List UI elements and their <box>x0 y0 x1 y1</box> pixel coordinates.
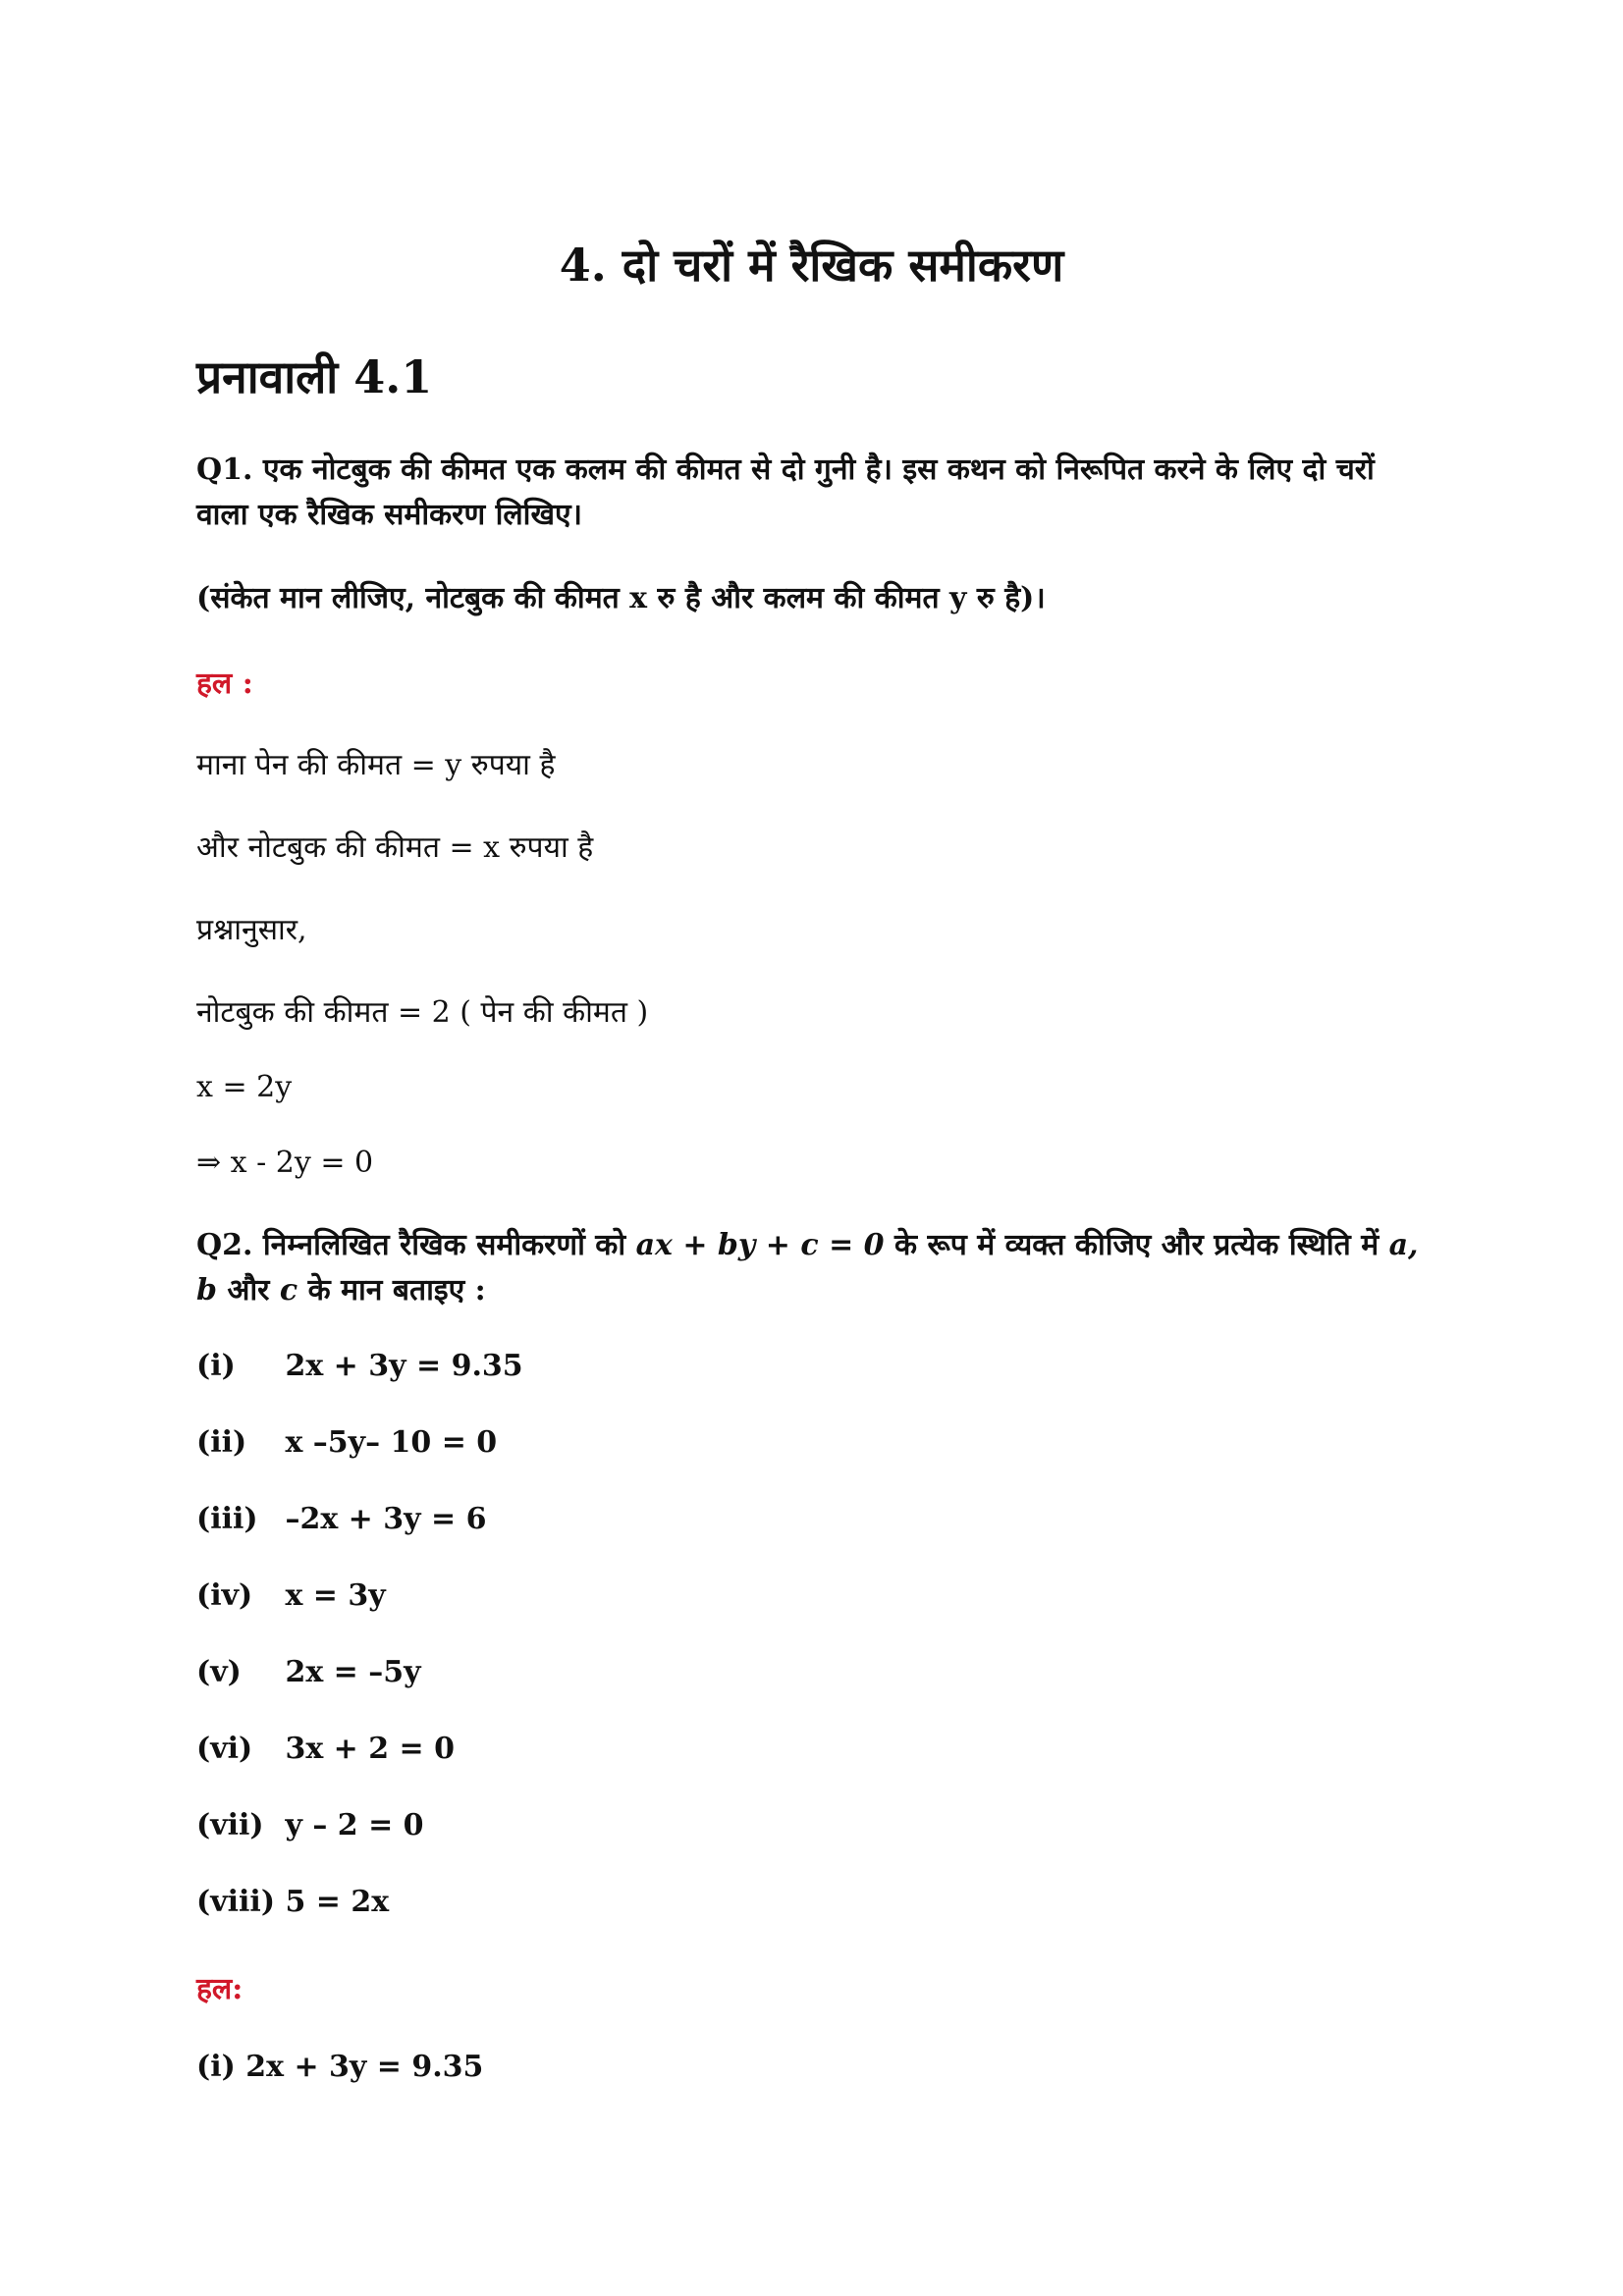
item-number: (i) <box>196 1349 236 1383</box>
item-number: (viii) <box>196 1885 276 1919</box>
question-2-prefix: Q2. निम्नलिखित रैखिक समीकरणों को <box>196 1228 626 1262</box>
item-number: (vi) <box>196 1732 253 1766</box>
item-number: (iii) <box>196 1502 258 1536</box>
equation-item <box>196 1655 421 1689</box>
item-equation: 3x + 2 = 0 <box>285 1732 456 1766</box>
equation-item <box>196 1425 497 1460</box>
equation-item <box>196 1732 455 1766</box>
question-2-var-c: c <box>279 1273 298 1308</box>
solution-2-first-item <box>196 2050 483 2084</box>
solution-1-label: हल : <box>196 667 253 701</box>
equation-item <box>196 1502 486 1536</box>
item-equation: 2x + 3y = 9.35 <box>245 2050 484 2084</box>
equation-item <box>196 1349 523 1383</box>
question-2-general-equation: ax + by + c = 0 <box>635 1228 885 1262</box>
question-2-middle: के रूप में व्यक्त कीजिए और प्रत्येक स्थिति में <box>893 1228 1380 1262</box>
exercise-heading: प्रनावाली 4.1 <box>196 350 433 403</box>
question-1: Q1. एक नोटबुक की कीमत एक कलम की कीमत से दो गुनी है। इस कथन को निरूपित करने के लिए दो चरों वाला एक रैखिक समीकरण लिखिए। <box>196 453 1375 532</box>
solution-1-line-1: माना पेन की कीमत = y रुपया है <box>196 748 556 782</box>
question-1-hint: (संकेत मान लीजिए, नोटबुक की कीमत x रु है और कलम की कीमत y रु है)। <box>196 581 1046 615</box>
solution-1-line-4: नोटबुक की कीमत = 2 ( पेन की कीमत ) <box>196 995 649 1030</box>
question-2-suffix: के मान बताइए : <box>307 1273 486 1308</box>
item-equation: x –5y– 10 = 0 <box>285 1425 498 1460</box>
item-equation: –2x + 3y = 6 <box>285 1502 487 1536</box>
question-2 <box>196 1223 1424 1313</box>
item-number: (ii) <box>196 1425 247 1460</box>
equation-item <box>196 1578 386 1613</box>
item-equation: 2x + 3y = 9.35 <box>285 1349 523 1383</box>
solution-1-line-3: प्रश्नानुसार, <box>196 913 307 947</box>
item-equation: 5 = 2x <box>285 1885 390 1919</box>
item-equation: 2x = –5y <box>285 1655 421 1689</box>
item-equation: x = 3y <box>285 1578 386 1613</box>
solution-1-line-5: x = 2y <box>196 1070 293 1104</box>
question-2-and: और <box>227 1273 270 1308</box>
equation-item <box>196 1808 424 1842</box>
item-number: (v) <box>196 1655 242 1689</box>
item-number: (i) <box>196 2050 236 2084</box>
chapter-title: 4. दो चरों में रैखिक समीकरण <box>559 239 1064 292</box>
equation-item <box>196 1885 389 1919</box>
question-2-vars-ab: a, b <box>196 1228 1419 1308</box>
item-number: (vii) <box>196 1808 264 1842</box>
solution-2-label: हल: <box>196 1972 243 2006</box>
item-equation: y – 2 = 0 <box>285 1808 424 1842</box>
item-number: (iv) <box>196 1578 253 1613</box>
solution-1-line-2: और नोटबुक की कीमत = x रुपया है <box>196 830 594 865</box>
solution-1-line-6: ⇒ x - 2y = 0 <box>196 1146 374 1180</box>
